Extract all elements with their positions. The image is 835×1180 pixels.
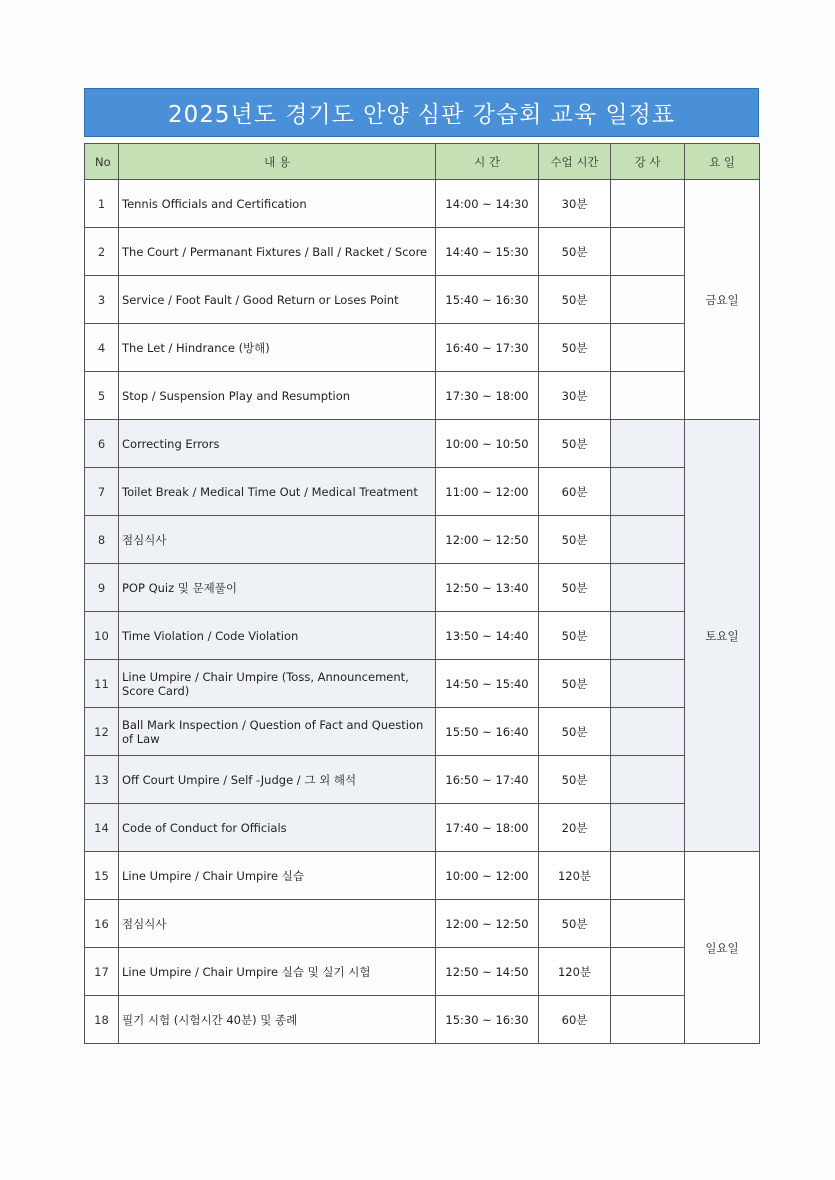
row-no: 3 (85, 276, 119, 324)
row-time: 16:50 ~ 17:40 (436, 756, 539, 804)
row-lecturer (611, 564, 685, 612)
table-row (85, 708, 760, 756)
row-lecturer (611, 612, 685, 660)
row-time: 17:30 ~ 18:00 (436, 372, 539, 420)
row-duration: 50분 (539, 612, 611, 660)
header-content: 내 용 (119, 144, 436, 180)
row-content: Code of Conduct for Officials (119, 804, 436, 852)
row-no: 10 (85, 612, 119, 660)
table-row (85, 276, 760, 324)
row-content: Correcting Errors (119, 420, 436, 468)
row-time: 13:50 ~ 14:40 (436, 612, 539, 660)
row-content: Tennis Officials and Certification (119, 180, 436, 228)
page-title: 2025년도 경기도 안양 심판 강습회 교육 일정표 (84, 88, 759, 137)
row-no: 2 (85, 228, 119, 276)
row-content: Off Court Umpire / Self -Judge / 그 외 해석 (119, 756, 436, 804)
row-time: 12:50 ~ 14:50 (436, 948, 539, 996)
row-time: 12:00 ~ 12:50 (436, 900, 539, 948)
row-no: 16 (85, 900, 119, 948)
friday-group (85, 180, 760, 420)
day-saturday: 토요일 (685, 420, 760, 852)
row-lecturer (611, 804, 685, 852)
row-lecturer (611, 276, 685, 324)
row-time: 10:00 ~ 10:50 (436, 420, 539, 468)
row-content: Line Umpire / Chair Umpire 실습 (119, 852, 436, 900)
row-duration: 30분 (539, 180, 611, 228)
row-duration: 60분 (539, 996, 611, 1044)
row-duration: 50분 (539, 516, 611, 564)
row-lecturer (611, 852, 685, 900)
header-duration: 수업 시간 (539, 144, 611, 180)
row-no: 14 (85, 804, 119, 852)
row-content: The Let / Hindrance (방해) (119, 324, 436, 372)
row-no: 13 (85, 756, 119, 804)
table-row (85, 852, 760, 900)
row-content: Line Umpire / Chair Umpire (Toss, Announcement, Score Card) (119, 660, 436, 708)
header-no: No (85, 144, 119, 180)
row-lecturer (611, 468, 685, 516)
row-time: 14:00 ~ 14:30 (436, 180, 539, 228)
row-no: 17 (85, 948, 119, 996)
row-lecturer (611, 948, 685, 996)
row-no: 1 (85, 180, 119, 228)
row-lecturer (611, 996, 685, 1044)
row-time: 15:40 ~ 16:30 (436, 276, 539, 324)
row-no: 8 (85, 516, 119, 564)
row-no: 18 (85, 996, 119, 1044)
row-duration: 20분 (539, 804, 611, 852)
table-row (85, 804, 760, 852)
table-row (85, 612, 760, 660)
sunday-group (85, 852, 760, 1044)
row-content: Line Umpire / Chair Umpire 실습 및 실기 시험 (119, 948, 436, 996)
row-lecturer (611, 228, 685, 276)
row-content: POP Quiz 및 문제풀이 (119, 564, 436, 612)
row-time: 14:40 ~ 15:30 (436, 228, 539, 276)
table-row (85, 468, 760, 516)
row-time: 11:00 ~ 12:00 (436, 468, 539, 516)
row-content: Time Violation / Code Violation (119, 612, 436, 660)
row-duration: 120분 (539, 852, 611, 900)
schedule-table (84, 143, 760, 1044)
header-lecturer: 강 사 (611, 144, 685, 180)
table-row (85, 372, 760, 420)
row-content: The Court / Permanant Fixtures / Ball / Racket / Score (119, 228, 436, 276)
row-content: Service / Foot Fault / Good Return or Loses Point (119, 276, 436, 324)
row-duration: 50분 (539, 228, 611, 276)
table-row (85, 948, 760, 996)
row-no: 4 (85, 324, 119, 372)
day-sunday: 일요일 (685, 852, 760, 1044)
row-time: 15:50 ~ 16:40 (436, 708, 539, 756)
row-time: 17:40 ~ 18:00 (436, 804, 539, 852)
table-row (85, 756, 760, 804)
row-duration: 50분 (539, 324, 611, 372)
header-row (85, 144, 760, 180)
row-lecturer (611, 660, 685, 708)
row-no: 5 (85, 372, 119, 420)
row-duration: 60분 (539, 468, 611, 516)
row-content: Toilet Break / Medical Time Out / Medical Treatment (119, 468, 436, 516)
row-no: 11 (85, 660, 119, 708)
table-row (85, 564, 760, 612)
row-content: Ball Mark Inspection / Question of Fact and Question of Law (119, 708, 436, 756)
row-time: 12:50 ~ 13:40 (436, 564, 539, 612)
row-no: 6 (85, 420, 119, 468)
row-duration: 50분 (539, 660, 611, 708)
row-lecturer (611, 420, 685, 468)
row-content: Stop / Suspension Play and Resumption (119, 372, 436, 420)
row-duration: 50분 (539, 564, 611, 612)
table-row (85, 228, 760, 276)
row-time: 14:50 ~ 15:40 (436, 660, 539, 708)
table-row (85, 180, 760, 228)
row-duration: 50분 (539, 900, 611, 948)
row-time: 15:30 ~ 16:30 (436, 996, 539, 1044)
row-duration: 50분 (539, 276, 611, 324)
row-lecturer (611, 516, 685, 564)
row-content: 필기 시험 (시험시간 40분) 및 종례 (119, 996, 436, 1044)
row-lecturer (611, 324, 685, 372)
row-duration: 30분 (539, 372, 611, 420)
row-lecturer (611, 708, 685, 756)
row-lecturer (611, 372, 685, 420)
saturday-group (85, 420, 760, 852)
row-duration: 50분 (539, 420, 611, 468)
row-content: 점심식사 (119, 516, 436, 564)
row-duration: 50분 (539, 708, 611, 756)
table-row (85, 996, 760, 1044)
row-content: 점심식사 (119, 900, 436, 948)
row-time: 12:00 ~ 12:50 (436, 516, 539, 564)
header-day: 요 일 (685, 144, 760, 180)
table-row (85, 900, 760, 948)
row-time: 16:40 ~ 17:30 (436, 324, 539, 372)
day-friday: 금요일 (685, 180, 760, 420)
table-row (85, 324, 760, 372)
row-lecturer (611, 900, 685, 948)
row-duration: 50분 (539, 756, 611, 804)
header-time: 시 간 (436, 144, 539, 180)
table-row (85, 420, 760, 468)
row-no: 7 (85, 468, 119, 516)
row-lecturer (611, 756, 685, 804)
row-no: 9 (85, 564, 119, 612)
table-row (85, 660, 760, 708)
row-no: 15 (85, 852, 119, 900)
row-lecturer (611, 180, 685, 228)
row-duration: 120분 (539, 948, 611, 996)
row-no: 12 (85, 708, 119, 756)
table-row (85, 516, 760, 564)
row-time: 10:00 ~ 12:00 (436, 852, 539, 900)
